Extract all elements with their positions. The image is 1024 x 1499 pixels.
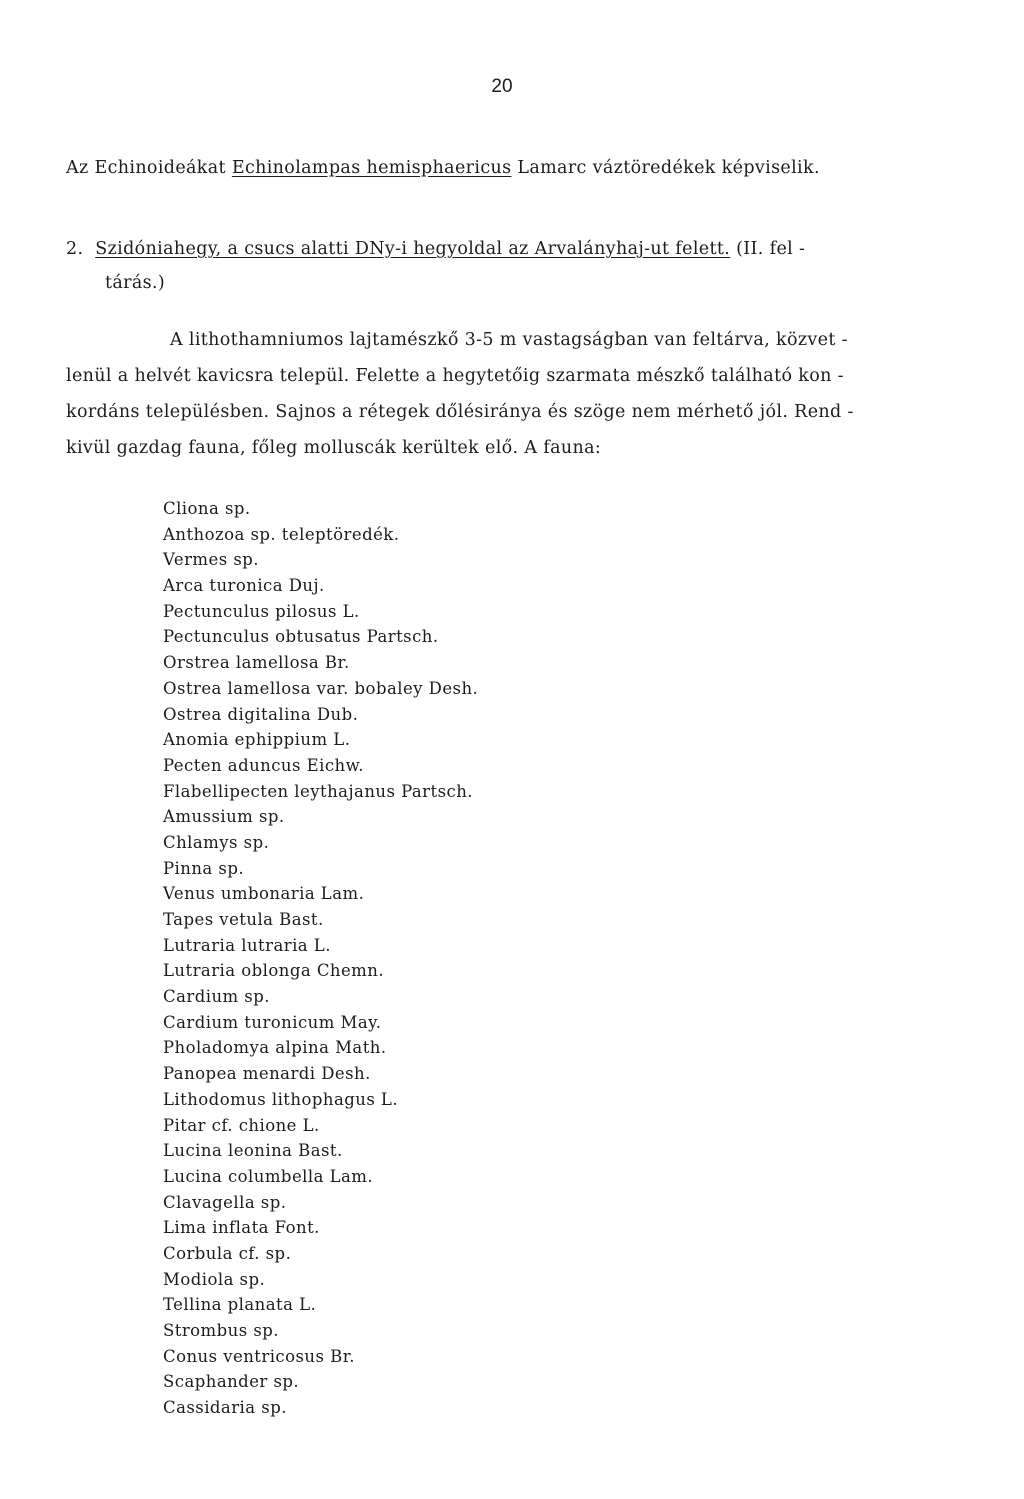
- fauna-list-item: Pectunculus pilosus L.: [163, 601, 360, 621]
- fauna-list-item: Vermes sp.: [163, 550, 259, 570]
- fauna-list-item: Pecten aduncus Eichw.: [163, 755, 364, 775]
- fauna-list-item: Chlamys sp.: [163, 832, 270, 852]
- intro-text-before: Az Echinoideákat: [66, 158, 232, 178]
- fauna-list-item: Panopea menardi Desh.: [163, 1064, 371, 1084]
- fauna-list-item: Pholadomya alpina Math.: [163, 1038, 387, 1058]
- section-exposure-label: (II. fel -: [730, 239, 806, 259]
- fauna-list-item: Arca turonica Duj.: [163, 576, 325, 596]
- paragraph-line-2: lenül a helvét kavicsra települ. Felette a hegytetőig szarmata mészkő található kon -: [66, 366, 844, 386]
- fauna-list-item: Cassidaria sp.: [163, 1398, 287, 1418]
- fauna-list-item: Tellina planata L.: [163, 1295, 317, 1315]
- fauna-list-item: Tapes vetula Bast.: [163, 910, 324, 929]
- fauna-list-item: Ostrea lamellosa var. bobaley Desh.: [163, 678, 479, 698]
- fauna-list-item: Cliona sp.: [163, 499, 251, 518]
- paragraph-line-1: A lithothamniumos lajtamészkő 3-5 m vastagságban van feltárva, közvet -: [170, 330, 848, 350]
- fauna-list-item: Cardium turonicum May.: [163, 1012, 382, 1032]
- fauna-list: [163, 496, 478, 1421]
- fauna-list-item: Anthozoa sp. teleptöredék.: [163, 524, 400, 544]
- fauna-list-item: Amussium sp.: [163, 807, 285, 827]
- fauna-list-item: Pitar cf. chione L.: [163, 1115, 320, 1135]
- fauna-list-item: Conus ventricosus Br.: [163, 1346, 355, 1366]
- fauna-list-item: Lima inflata Font.: [163, 1218, 320, 1238]
- fauna-list-item: Lutraria oblonga Chemn.: [163, 961, 385, 981]
- fauna-list-item: Scaphander sp.: [163, 1372, 300, 1392]
- fauna-list-item: Corbula cf. sp.: [163, 1243, 292, 1263]
- fauna-list-item: Flabellipecten leythajanus Partsch.: [163, 781, 473, 801]
- fauna-list-item: Clavagella sp.: [163, 1192, 287, 1212]
- intro-text-after: Lamarc váztöredékek képviselik.: [511, 158, 820, 178]
- fauna-list-item: Lithodomus lithophagus L.: [163, 1089, 399, 1109]
- section-2-heading: [66, 239, 805, 259]
- paragraph-line-4: kivül gazdag fauna, főleg molluscák kerültek elő. A fauna:: [66, 438, 602, 458]
- intro-taxon-underlined: Echinolampas hemisphaericus: [231, 158, 512, 178]
- fauna-list-item: Pinna sp.: [163, 858, 245, 878]
- intro-line: [66, 158, 820, 178]
- fauna-list-item: Modiola sp.: [163, 1269, 266, 1289]
- fauna-list-item: Pectunculus obtusatus Partsch.: [163, 627, 439, 647]
- paragraph-line-3: kordáns településben. Sajnos a rétegek dőlésiránya és szöge nem mérhető jól. Rend -: [66, 402, 854, 422]
- page-number: 20: [491, 76, 513, 97]
- fauna-list-item: Venus umbonaria Lam.: [163, 884, 365, 904]
- fauna-list-item: Anomia ephippium L.: [163, 730, 351, 750]
- section-number: 2.: [66, 239, 84, 259]
- fauna-list-item: Cardium sp.: [163, 987, 270, 1007]
- fauna-list-item: Lutraria lutraria L.: [163, 935, 331, 955]
- fauna-list-item: Ostrea digitalina Dub.: [163, 704, 359, 724]
- fauna-list-item: Orstrea lamellosa Br.: [163, 653, 350, 673]
- fauna-list-item: Lucina columbella Lam.: [163, 1166, 374, 1186]
- fauna-list-item: Lucina leonina Bast.: [163, 1141, 343, 1161]
- fauna-list-item: Strombus sp.: [163, 1321, 279, 1340]
- section-2-continuation: tárás.): [105, 273, 166, 293]
- section-locality-underlined: Szidóniahegy, a csucs alatti DNy-i hegyoldal az Arvalányhaj-ut felett.: [95, 239, 731, 259]
